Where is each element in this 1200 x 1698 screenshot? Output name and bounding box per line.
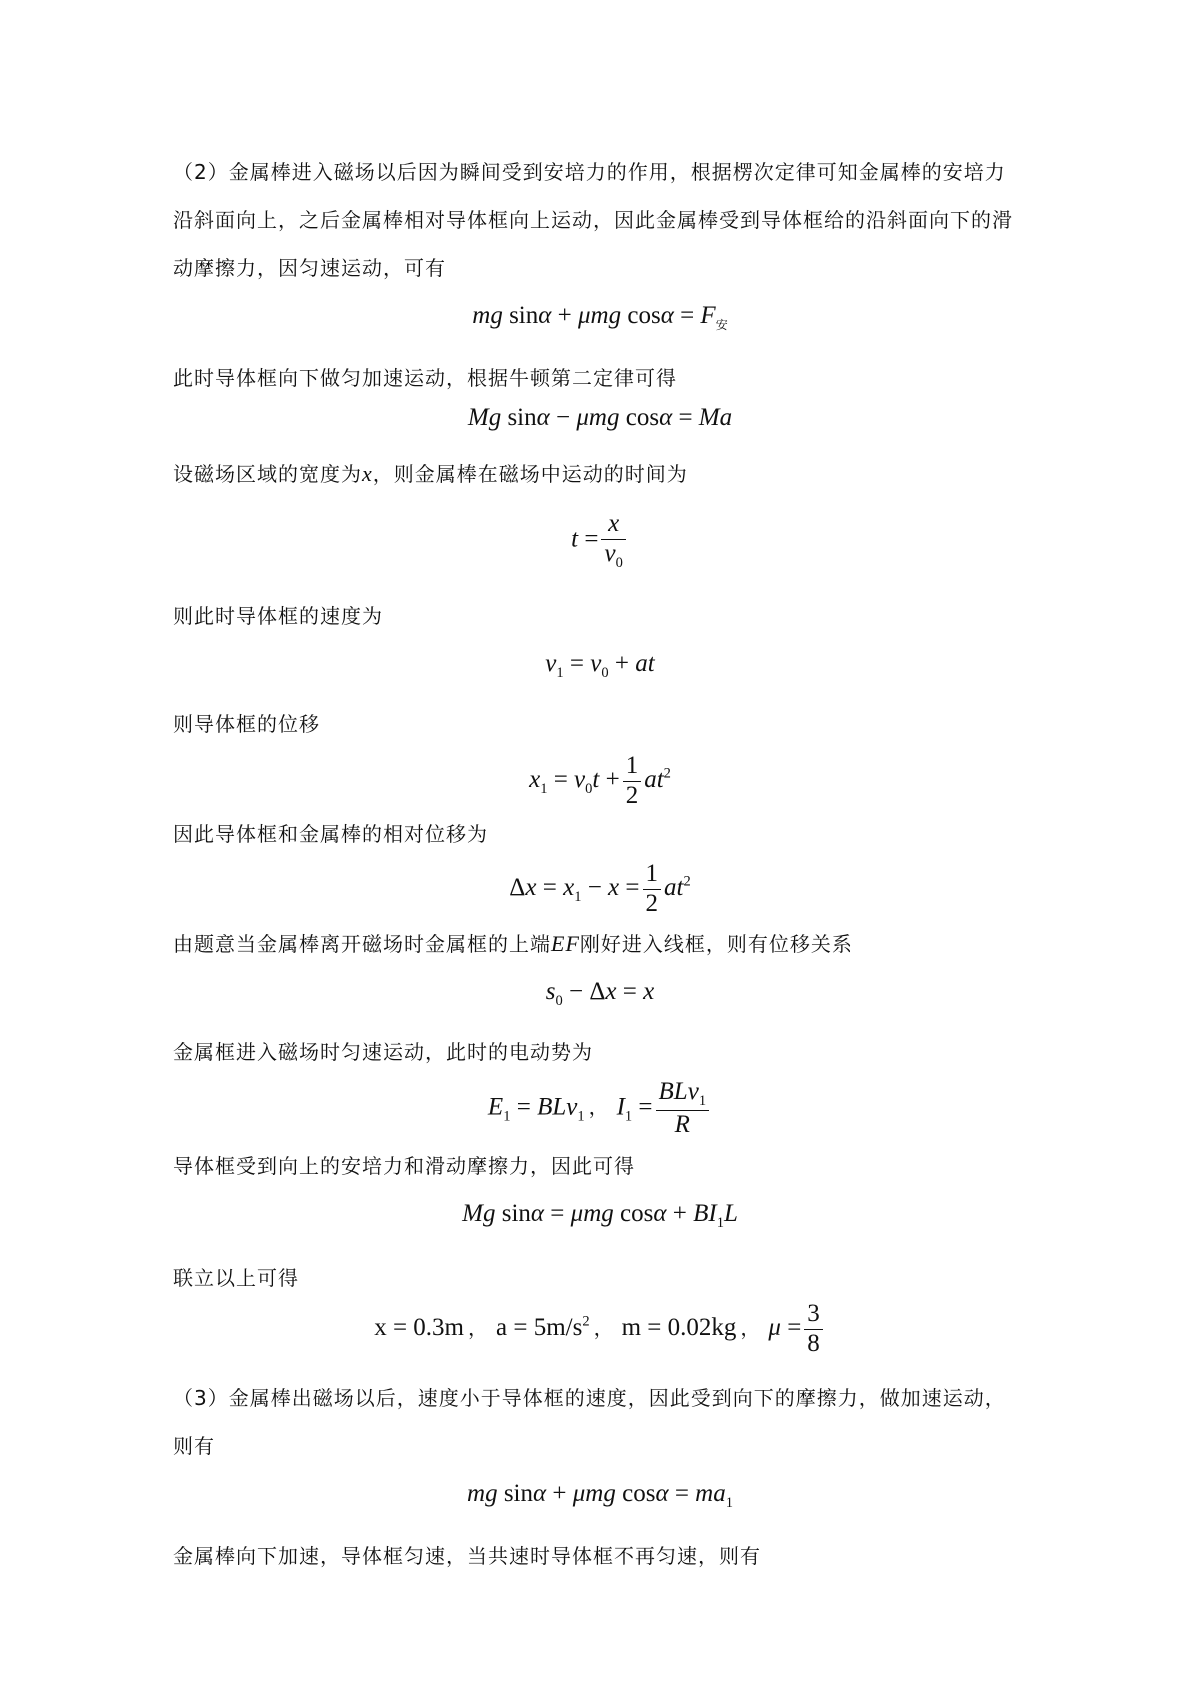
equation-force-balance-rod: mg sinα + μmg $\cos\alpha = F_安$ <box>472 302 728 332</box>
text-line: 则导体框的位移 <box>173 712 320 736</box>
subscript-an: 安 <box>715 318 728 332</box>
text-line: 联立以上可得 <box>173 1266 299 1290</box>
result-mu: μ = $\frac{3}{8}$ <box>768 1314 825 1341</box>
text-line: 因此导体框和金属棒的相对位移为 <box>173 822 488 846</box>
equation-relative-displacement: $\Delta x = x_1 - x$ = $\frac{1}{2}$ $at^2$ <box>509 860 691 917</box>
text-line: 动摩擦力，因匀速运动，可有 <box>173 256 446 280</box>
equation-frame-newton: Mg sinα − μmg cosα = Ma <box>467 404 733 431</box>
text-line: 导体框受到向上的安培力和滑动摩擦力，因此可得 <box>173 1154 635 1178</box>
equation-results: x = 0.3m ， $a = 5m/s^2$ ， m = 0.02kg ， μ = $\frac{3}{8}$ <box>0 1300 1200 1359</box>
text-line: 金属框进入磁场时匀速运动，此时的电动势为 <box>173 1040 593 1064</box>
equation-rod-acceleration: mg sinα + μmg $\cos\alpha = ma_1$ <box>467 1480 733 1511</box>
equation-displacement-relation: $s_0 - \Delta x = x$ <box>545 978 655 1009</box>
text-line: 由题意当金属棒离开磁场时金属框的上端EF刚好进入线框，则有位移关系 <box>173 931 853 956</box>
text-line: 则有 <box>173 1434 215 1458</box>
result-m: m = 0.02kg <box>621 1313 737 1341</box>
text-line: 则此时导体框的速度为 <box>173 604 383 628</box>
text-line: 此时导体框向下做匀加速运动，根据牛顿第二定律可得 <box>173 366 677 390</box>
text-line: （3）金属棒出磁场以后，速度小于导体框的速度，因此受到向下的摩擦力，做加速运动， <box>173 1386 1006 1410</box>
result-x: x = 0.3m <box>374 1313 464 1341</box>
text-line: 沿斜面向上，之后金属棒相对导体框向上运动，因此金属棒受到导体框给的沿斜面向下的滑 <box>173 208 1013 232</box>
result-a: $a = 5m/s^2$ <box>496 1313 590 1341</box>
text-line: 设磁场区域的宽度为x，则金属棒在磁场中运动的时间为 <box>173 461 688 486</box>
text-line: （2）金属棒进入磁场以后因为瞬间受到安培力的作用，根据楞次定律可知金属棒的安培力 <box>173 160 1006 184</box>
equation-velocity: $v_1 = v_0$ + at <box>545 650 655 681</box>
equation-emf-current: $E_1 = BLv_1$ ， $I_1$ = $\frac{BLv_1}{R}$ <box>0 1078 1200 1139</box>
equation-time: t = $\frac{x}{v_0}$ <box>0 510 1200 571</box>
equation-frame-balance: Mg sinα = μmg $\cos\alpha + BI_1L$ <box>462 1200 738 1231</box>
text-line: 金属棒向下加速，导体框匀速，当共速时导体框不再匀速，则有 <box>173 1544 761 1568</box>
equation-frame-displacement: $x_1 = v_0t$ + $\frac{1}{2}$ $at^2$ <box>529 752 671 809</box>
